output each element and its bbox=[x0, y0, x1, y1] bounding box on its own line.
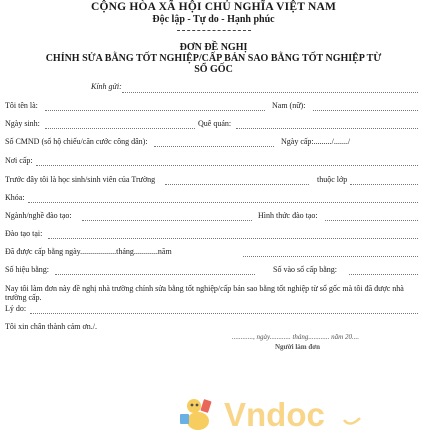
truoc-day-label: Trước đây tôi là học sinh/sinh viên của Trường bbox=[5, 175, 156, 184]
watermark-brand-text: Vndoc bbox=[224, 396, 325, 433]
kinh-gui-label: Kính gửi: bbox=[91, 82, 122, 91]
thuoc-lop-label: thuộc lớp bbox=[317, 175, 348, 184]
cap-bang-nam-field[interactable] bbox=[243, 256, 418, 257]
so-vao-so-label: Số vào sổ cấp bằng: bbox=[273, 265, 337, 274]
cmnd-label: Số CMND (số hộ chiếu/căn cước công dân): bbox=[5, 137, 148, 146]
ten-field[interactable] bbox=[45, 110, 265, 111]
cam-on-text: Tôi xin chân thành cảm ơn./. bbox=[5, 322, 97, 331]
ten-label: Tôi tên là: bbox=[5, 101, 38, 110]
hinh-thuc-field[interactable] bbox=[325, 220, 418, 221]
national-motto: Độc lập - Tự do - Hạnh phúc bbox=[152, 14, 275, 25]
header-divider bbox=[177, 30, 251, 31]
so-hieu-bang-field[interactable] bbox=[55, 274, 255, 275]
mascot-body-icon bbox=[187, 412, 209, 430]
lop-field[interactable] bbox=[350, 184, 418, 185]
noi-cap-label: Nơi cấp: bbox=[5, 156, 33, 165]
signature-signer: Người làm đơn bbox=[275, 343, 321, 351]
form-title: ĐƠN ĐỀ NGHỊ bbox=[179, 42, 248, 53]
form-subtitle-cont: SỔ GỐC bbox=[194, 64, 233, 75]
vndoc-watermark-logo bbox=[176, 386, 366, 438]
que-quan-field[interactable] bbox=[236, 128, 418, 129]
request-paragraph: Nay tôi làm đơn này đề nghị nhà trường chỉnh sửa bằng tốt nghiệp/cấp bản sao bằng tốt nghiệp từ sổ gốc mà tôi đã được nhà trường cấp. bbox=[5, 284, 404, 302]
signature-date: ............, ngày............ tháng............ năm 20.... bbox=[232, 333, 359, 341]
hinh-thuc-label: Hình thức đào tạo: bbox=[258, 211, 318, 220]
khoa-field[interactable] bbox=[28, 202, 418, 203]
ngay-sinh-field[interactable] bbox=[45, 128, 195, 129]
national-title: CỘNG HÒA XÃ HỘI CHỦ NGHĨA VIỆT NAM bbox=[90, 1, 337, 13]
cap-bang-ngay-label: Đã được cấp bằng ngày..................tháng............năm bbox=[5, 247, 172, 256]
ly-do-label: Lý do: bbox=[5, 304, 27, 313]
khoa-label: Khóa: bbox=[5, 193, 25, 202]
nganh-label: Ngành/nghề đào tạo: bbox=[5, 211, 72, 220]
nganh-field[interactable] bbox=[82, 220, 252, 221]
gioi-tinh-field[interactable] bbox=[313, 110, 418, 111]
so-hieu-bang-label: Số hiệu bằng: bbox=[5, 265, 49, 274]
dao-tao-tai-field[interactable] bbox=[48, 238, 418, 239]
truong-field[interactable] bbox=[165, 184, 309, 185]
dao-tao-tai-label: Đào tạo tại: bbox=[5, 229, 43, 238]
que-quan-label: Quê quán: bbox=[198, 119, 232, 128]
ngay-sinh-label: Ngày sinh: bbox=[5, 119, 40, 128]
kinh-gui-field[interactable] bbox=[122, 92, 418, 93]
form-subtitle: CHỈNH SỬA BẰNG TỐT NGHIỆP/CẤP BẢN SAO BẰNG TỐT NGHIỆP TỪ bbox=[45, 53, 382, 64]
cmnd-field[interactable] bbox=[154, 146, 274, 147]
ly-do-field[interactable] bbox=[30, 313, 418, 314]
gioi-tinh-label: Nam (nữ): bbox=[272, 101, 306, 110]
so-vao-so-field[interactable] bbox=[349, 274, 418, 275]
noi-cap-field[interactable] bbox=[36, 165, 418, 166]
ngay-cap-label: Ngày cấp:........./......./ bbox=[281, 137, 351, 146]
